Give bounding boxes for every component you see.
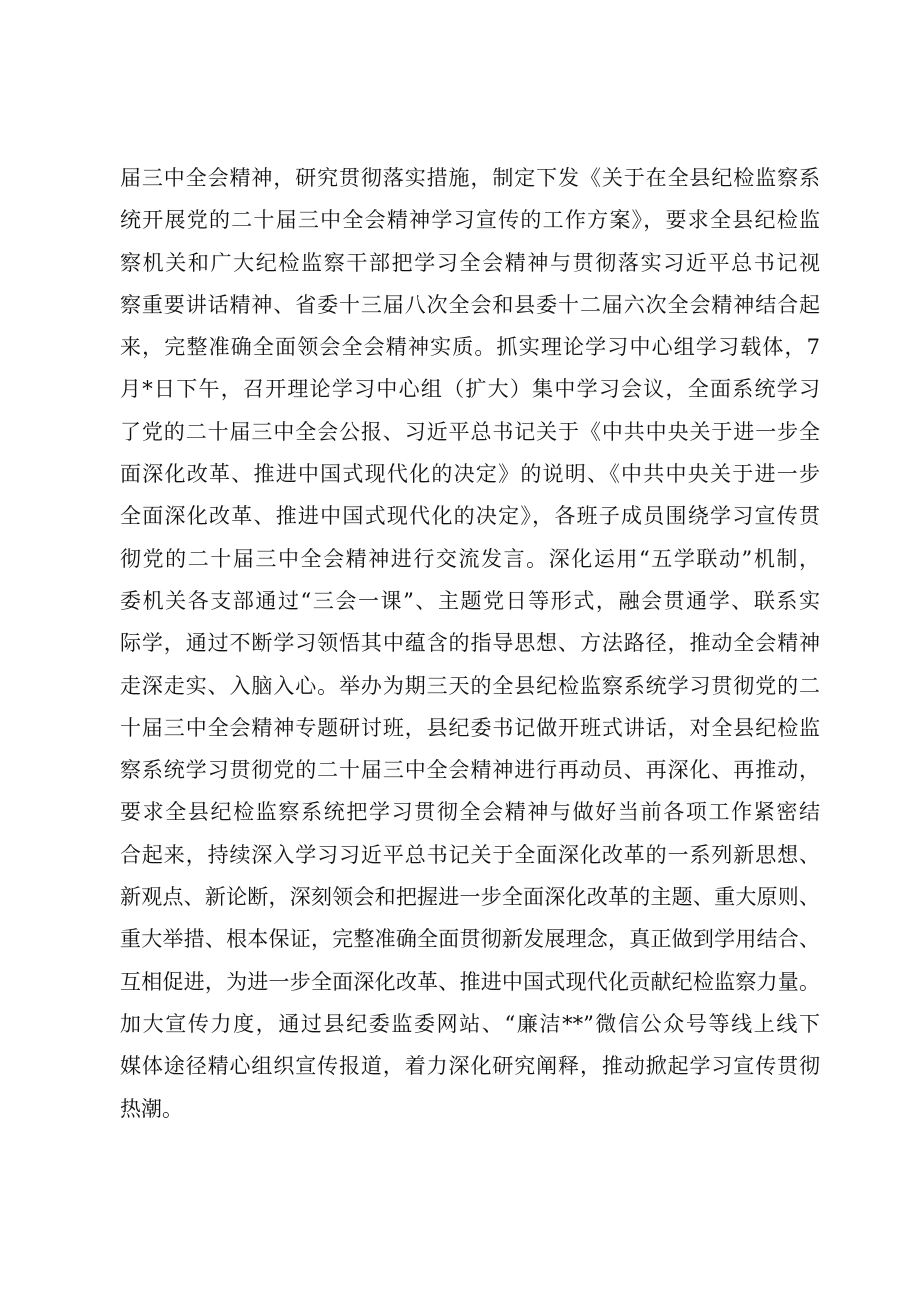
text-line-12: 际学，通过不断学习领悟其中蕴含的指导思想、方法路径，推动全会精神 (120, 631, 820, 656)
text-line-1: 届三中全会精神，研究贯彻落实措施，制定下发《关于在全县纪检监察系 (120, 166, 820, 190)
text-line-22: 媒体途径精心组织宣传报道，着力深化研究阐释，推动掀起学习宣传贯彻 (120, 1054, 820, 1079)
text-line-18: 新观点、新论断，深刻领会和把握进一步全面深化改革的主题、重大原则、 (120, 885, 820, 910)
text-line-20: 互相促进，为进一步全面深化改革、推进中国式现代化贡献纪检监察力量。 (120, 969, 820, 994)
text-line-15: 察系统学习贯彻党的二十届三中全会精神进行再动员、再深化、再推动， (120, 758, 820, 783)
text-line-9: 全面深化改革、推进中国式现代化的决定》，各班子成员围绕学习宣传贯 (120, 504, 820, 529)
text-line-21: 加大宣传力度，通过县纪委监委网站、“廉洁**”微信公众号等线上线下 (120, 1011, 820, 1036)
text-line-7: 了党的二十届三中全会公报、习近平总书记关于《中共中央关于进一步全 (120, 419, 820, 444)
text-line-4: 察重要讲话精神、省委十三届八次全会和县委十二届六次全会精神结合起 (120, 292, 820, 317)
body-paragraph (120, 165, 820, 1138)
text-line-3: 察机关和广大纪检监察干部把学习全会精神与贯彻落实习近平总书记视 (120, 250, 820, 275)
text-line-10: 彻党的二十届三中全会精神进行交流发言。深化运用“五学联动”机制， (120, 546, 820, 571)
text-line-16: 要求全县纪检监察系统把学习贯彻全会精神与做好当前各项工作紧密结 (120, 800, 820, 825)
text-line-14: 十届三中全会精神专题研讨班，县纪委书记做开班式讲话，对全县纪检监 (120, 715, 820, 740)
text-line-8: 面深化改革、推进中国式现代化的决定》的说明、《中共中央关于进一步 (120, 462, 820, 487)
text-line-13: 走深走实、入脑入心。举办为期三天的全县纪检监察系统学习贯彻党的二 (120, 673, 820, 698)
text-line-6: 月*日下午，召开理论学习中心组（扩大）集中学习会议，全面系统学习 (120, 377, 820, 402)
text-line-5: 来，完整准确全面领会全会精神实质。抓实理论学习中心组学习载体，7 (120, 335, 820, 360)
text-line-17: 合起来，持续深入学习习近平总书记关于全面深化改革的一系列新思想、 (120, 842, 820, 867)
text-line-11: 委机关各支部通过“三会一课”、主题党日等形式，融会贯通学、联系实 (120, 588, 820, 613)
text-line-23: 热潮。 (120, 1096, 183, 1121)
text-line-2: 统开展党的二十届三中全会精神学习宣传的工作方案》，要求全县纪检监 (120, 208, 820, 233)
text-line-19: 重大举措、根本保证，完整准确全面贯彻新发展理念，真正做到学用结合、 (120, 927, 820, 952)
